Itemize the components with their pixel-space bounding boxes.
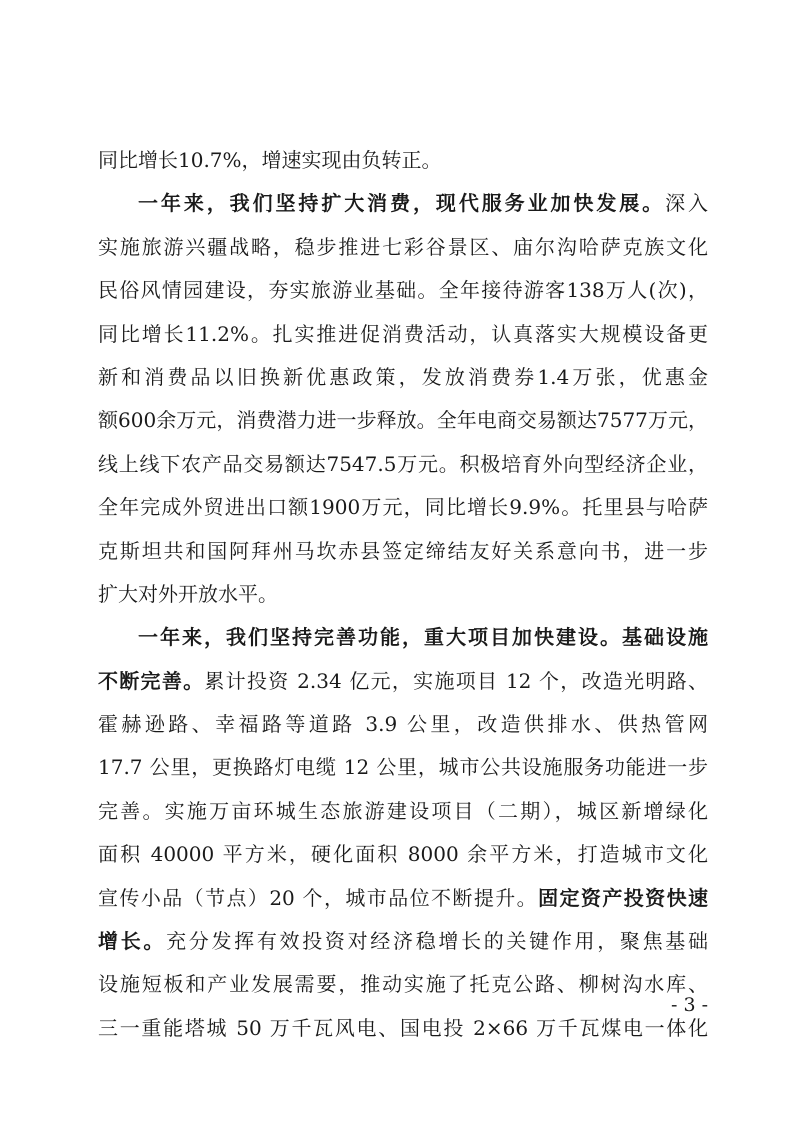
page-number: - 3 - [670, 994, 708, 1016]
text-line-17 [98, 833, 708, 876]
line-segment: 深入 [665, 191, 708, 216]
text-line-7 [98, 399, 708, 442]
line-segment: 宣传小品（节点）20 个，城市品位不断提升。 [98, 885, 539, 910]
line-segment: 同比增长10.7%，增速实现由负转正。 [98, 148, 442, 172]
line-segment: 充分发挥有效投资对经济稳增长的关键作用，聚焦基础 [166, 929, 708, 954]
text-line-19 [98, 920, 708, 963]
line-segment: 累计投资 2.34 亿元，实施项目 12 个，改造光明路、 [204, 668, 708, 693]
text-line-20 [98, 963, 708, 1006]
bold-heading-text: 不断完善。 [98, 668, 205, 693]
line-segment: 完善。实施万亩环城生态旅游建设项目（二期），城区新增绿化 [98, 798, 708, 823]
line-segment: 面积 40000 平方米，硬化面积 8000 余平方米，打造城市文化 [98, 842, 708, 867]
text-line-12 [98, 616, 708, 659]
text-line-4 [98, 269, 708, 312]
line-segment: 新和消费品以旧换新优惠政策，发放消费券1.4万张，优惠金 [98, 364, 708, 389]
text-line-1 [98, 139, 708, 182]
line-segment: 设施短板和产业发展需要，推动实施了托克公路、柳树沟水库、 [98, 972, 708, 997]
line-segment: 克斯坦共和国阿拜州马坎赤县签定缔结友好关系意向书，进一步 [98, 538, 708, 563]
line-segment: 三一重能塔城 50 万千瓦风电、国电投 2×66 万千瓦煤电一体化 [98, 1015, 708, 1040]
line-segment: 17.7 公里，更换路灯电缆 12 公里，城市公共设施服务功能进一步 [98, 755, 708, 780]
text-line-2 [98, 182, 708, 225]
text-line-18 [98, 877, 708, 920]
text-line-21 [98, 1007, 708, 1050]
bold-heading-text: 增长。 [98, 929, 167, 954]
line-segment: 霍赫逊路、幸福路等道路 3.9 公里，改造供排水、供热管网 [98, 712, 708, 737]
text-line-14 [98, 703, 708, 746]
line-segment: 同比增长11.2%。扎实推进促消费活动，认真落实大规模设备更 [98, 321, 708, 346]
text-line-5 [98, 313, 708, 356]
line-segment: 全年完成外贸进出口额1900万元，同比增长9.9%。托里县与哈萨 [98, 495, 708, 520]
text-line-16 [98, 790, 708, 833]
text-line-9 [98, 486, 708, 529]
text-line-13 [98, 660, 708, 703]
line-segment: 额600余万元，消费潜力进一步释放。全年电商交易额达7577万元， [98, 408, 708, 433]
line-segment: 民俗风情园建设，夯实旅游业基础。全年接待游客138万人(次)， [98, 278, 708, 303]
bold-heading-text: 固定资产投资快速 [538, 885, 708, 910]
line-segment: 扩大对外开放水平。 [98, 581, 278, 606]
bold-heading-text: 一年来，我们坚持完善功能，重大项目加快建设。基础设施 [138, 625, 708, 650]
text-line-3 [98, 226, 708, 269]
body-text [98, 139, 708, 1050]
line-segment: 实施旅游兴疆战略，稳步推进七彩谷景区、庙尔沟哈萨克族文化 [98, 234, 708, 259]
bold-heading-text: 一年来，我们坚持扩大消费，现代服务业加快发展。 [138, 191, 666, 216]
text-line-15 [98, 746, 708, 789]
text-line-11 [98, 573, 708, 616]
line-segment: 线上线下农产品交易额达7547.5万元。积极培育外向型经济企业， [98, 451, 708, 476]
text-line-6 [98, 356, 708, 399]
text-line-10 [98, 530, 708, 573]
text-line-8 [98, 443, 708, 486]
